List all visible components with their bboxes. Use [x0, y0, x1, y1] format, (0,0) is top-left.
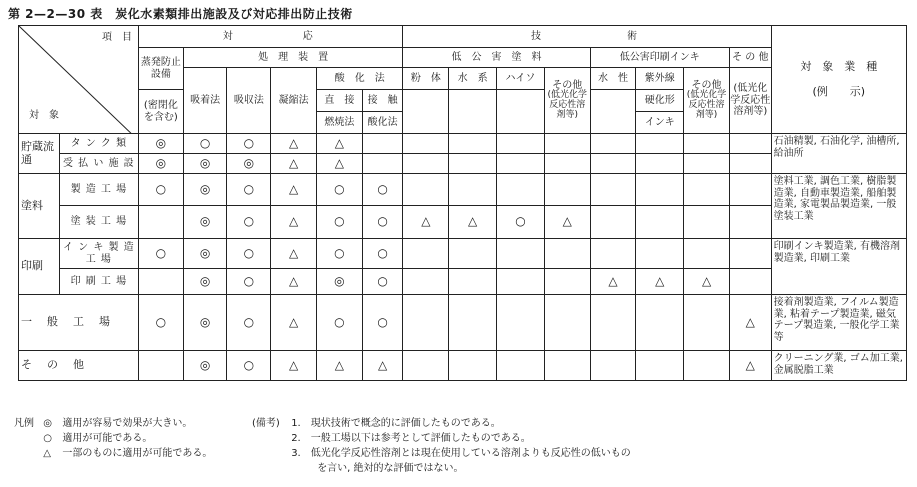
header-highsolid-top: ハイソ [497, 68, 545, 90]
header-uv-top: 紫外線 [636, 68, 684, 90]
cell: △ [729, 295, 771, 351]
cell [684, 351, 730, 381]
cell [590, 351, 636, 381]
header-water-spacer [449, 90, 497, 134]
cell [497, 351, 545, 381]
cell: △ [271, 295, 317, 351]
header-oxidation: 酸 化 法 [316, 68, 403, 90]
note-item: 3. 低光化学反応性溶剤とは現在使用している溶剤よりも反応性の低いもの [291, 448, 631, 459]
cell: ◎ [183, 239, 227, 269]
cell [684, 206, 730, 239]
cell: ○ [362, 174, 403, 206]
cell [449, 154, 497, 174]
cell [403, 174, 449, 206]
header-condensation: 凝縮法 [271, 68, 317, 134]
cell: △ [449, 206, 497, 239]
cell [590, 239, 636, 269]
cell [403, 269, 449, 295]
group-print: 印刷 [19, 239, 60, 295]
header-low-paint: 低 公 害 塗 料 [403, 48, 590, 68]
cell [636, 174, 684, 206]
header-uv-mid: 硬化形 [636, 90, 684, 112]
cell: ○ [497, 206, 545, 239]
cell [636, 295, 684, 351]
cell [544, 134, 590, 154]
ink-other-label: その他 [691, 79, 722, 91]
cell: ◎ [183, 295, 227, 351]
cell: △ [271, 239, 317, 269]
header-evap-note: (密閉化を含む) [139, 90, 184, 134]
cell [403, 351, 449, 381]
notes-label: (備考) [252, 418, 280, 429]
cell [544, 351, 590, 381]
legend-symbol: ◎ [43, 418, 52, 429]
cell [636, 206, 684, 239]
cell: ◎ [227, 154, 271, 174]
header-taiou: 対 応 [139, 26, 403, 48]
table-row [19, 351, 907, 381]
notes [252, 416, 631, 476]
cell [497, 154, 545, 174]
industry-other: クリーニング業, ゴム加工業, 金属脱脂工業 [771, 351, 906, 381]
cell [139, 351, 184, 381]
cell: △ [271, 351, 317, 381]
cell [449, 295, 497, 351]
header-evap: 蒸発防止設備 [139, 48, 184, 90]
header-water-top: 水 系 [449, 68, 497, 90]
cell [497, 174, 545, 206]
cell: ○ [362, 239, 403, 269]
cell [544, 154, 590, 174]
header-gijutsu: 技 術 [403, 26, 771, 48]
cell: ◎ [139, 154, 184, 174]
cell: △ [316, 134, 362, 154]
cell [544, 269, 590, 295]
cell [729, 174, 771, 206]
table-title: 第 2—2—30 表 炭化水素類排出施設及び対応排出防止技術 [8, 7, 353, 21]
cell: △ [729, 351, 771, 381]
table-row [19, 295, 907, 351]
cell [403, 295, 449, 351]
cell: △ [271, 269, 317, 295]
cell [729, 239, 771, 269]
cell [729, 269, 771, 295]
cell: ○ [316, 174, 362, 206]
cell: △ [544, 206, 590, 239]
table-row [19, 134, 907, 154]
cell: ○ [227, 134, 271, 154]
cell [403, 239, 449, 269]
cell: ○ [139, 174, 184, 206]
row-item: 印 刷 工 場 [59, 269, 138, 295]
cell: ○ [316, 295, 362, 351]
cell: ○ [227, 174, 271, 206]
header-ink-water-spacer [590, 90, 636, 134]
header-low-ink: 低公害印刷インキ [590, 48, 729, 68]
header-treatment: 処 理 装 置 [183, 48, 403, 68]
industry-general: 接着剤製造業, フイルム製造業, 粘着テープ製造業, 磁気テープ製造業, 一般化学工業等 [771, 295, 906, 351]
cell: △ [271, 134, 317, 154]
cell: ○ [316, 206, 362, 239]
cell: ◎ [183, 269, 227, 295]
ink-other-note: (低光化学反応性溶剤等) [686, 90, 727, 121]
cell [449, 269, 497, 295]
header-ink-water-top: 水 性 [590, 68, 636, 90]
cell [636, 134, 684, 154]
cell [403, 154, 449, 174]
cell: ◎ [183, 154, 227, 174]
cell [729, 206, 771, 239]
corner-target-label: 対 象 [29, 109, 59, 121]
legend-label: 凡例 [14, 418, 34, 429]
cell [636, 154, 684, 174]
header-absorption: 吸収法 [227, 68, 271, 134]
header-sonota: そ の 他 [729, 48, 771, 68]
cell [362, 134, 403, 154]
cell: ◎ [183, 206, 227, 239]
cell [497, 295, 545, 351]
note-item: を言い, 絶対的な評価ではない。 [317, 463, 464, 474]
cell [544, 295, 590, 351]
paint-other-note: (低光化学反応性溶剤等) [547, 90, 587, 121]
cell [590, 206, 636, 239]
cell [449, 351, 497, 381]
cell [729, 134, 771, 154]
row-item: タ ン ク 類 [59, 134, 138, 154]
header-other-note: (低光化学反応性溶剤等) [729, 68, 771, 134]
note-item: 1. 現状技術で概念的に評価したものである。 [291, 418, 501, 429]
paint-other-label: その他 [552, 79, 583, 91]
cell: ◎ [183, 351, 227, 381]
cell [590, 174, 636, 206]
cell: △ [271, 154, 317, 174]
cell: ○ [139, 239, 184, 269]
cell [684, 134, 730, 154]
cell: △ [316, 351, 362, 381]
industry-print: 印刷インキ製造業, 有機溶剤製造業, 印刷工業 [771, 239, 906, 295]
table-row [19, 239, 907, 269]
cell [139, 206, 184, 239]
cell: △ [403, 206, 449, 239]
cell [684, 174, 730, 206]
cell: ○ [183, 134, 227, 154]
cell: ◎ [139, 134, 184, 154]
cell: △ [271, 174, 317, 206]
cell: ○ [362, 269, 403, 295]
cell: ○ [362, 295, 403, 351]
cell [139, 269, 184, 295]
cell [362, 154, 403, 174]
cell: ○ [227, 351, 271, 381]
header-direct-top: 直 接 [316, 90, 362, 112]
legend-symbol: △ [43, 448, 51, 459]
header-catalytic-bot: 酸化法 [362, 112, 403, 134]
header-uv-bot: インキ [636, 112, 684, 134]
row-item: イ ン キ 製 造 工 場 [59, 239, 138, 269]
header-catalytic-top: 接 触 [362, 90, 403, 112]
header-powder-spacer [403, 90, 449, 134]
cell [449, 239, 497, 269]
group-paint: 塗料 [19, 174, 60, 239]
cell [497, 134, 545, 154]
header-direct-bot: 燃焼法 [316, 112, 362, 134]
group-general: 一 般 工 場 [19, 295, 139, 351]
cell [403, 134, 449, 154]
cell [729, 154, 771, 174]
cell [684, 295, 730, 351]
cell [544, 174, 590, 206]
cell [449, 134, 497, 154]
header-powder-top: 粉 体 [403, 68, 449, 90]
cell: ○ [227, 269, 271, 295]
industry-storage: 石油精製, 石油化学, 油槽所, 給油所 [771, 134, 906, 174]
legend-symbol: ○ [43, 433, 52, 444]
row-item: 塗 装 工 場 [59, 206, 138, 239]
group-other: そ の 他 [19, 351, 139, 381]
cell: △ [590, 269, 636, 295]
header-ink-other [684, 68, 730, 134]
header-adsorption: 吸着法 [183, 68, 227, 134]
legend-text: 適用が容易で効果が大きい。 [62, 418, 193, 429]
header-industry-label: 対 象 業 種 [800, 59, 878, 73]
cell: △ [271, 206, 317, 239]
cell: ○ [227, 206, 271, 239]
row-item: 製 造 工 場 [59, 174, 138, 206]
cell [684, 239, 730, 269]
header-industry-example: (例 示) [812, 84, 866, 98]
technology-table [18, 25, 907, 381]
header-corner [19, 26, 139, 134]
header-industry [771, 26, 906, 134]
industry-paint: 塗料工業, 調色工業, 樹脂製造業, 自動車製造業, 船舶製造業, 家電製品製造業, 一般塗装工業 [771, 174, 906, 239]
cell [449, 174, 497, 206]
cell [497, 269, 545, 295]
cell [590, 134, 636, 154]
row-item: 受 払 い 施 設 [59, 154, 138, 174]
header-paint-other [544, 68, 590, 134]
group-storage: 貯蔵流通 [19, 134, 60, 174]
cell [497, 239, 545, 269]
cell: △ [362, 351, 403, 381]
cell: ○ [227, 295, 271, 351]
cell [544, 239, 590, 269]
table-row [19, 174, 907, 206]
cell [590, 154, 636, 174]
cell: ○ [316, 239, 362, 269]
corner-item-label: 項 目 [102, 32, 132, 43]
cell [684, 154, 730, 174]
cell [636, 239, 684, 269]
note-item: 2. 一般工場以下は参考として評価したものである。 [291, 433, 531, 444]
cell: ○ [362, 206, 403, 239]
cell: △ [316, 154, 362, 174]
cell: ◎ [316, 269, 362, 295]
header-highsolid-spacer [497, 90, 545, 134]
cell [590, 295, 636, 351]
legend-text: 適用が可能である。 [62, 433, 153, 444]
cell: ○ [139, 295, 184, 351]
cell: △ [684, 269, 730, 295]
cell: △ [636, 269, 684, 295]
cell [636, 351, 684, 381]
cell: ○ [227, 239, 271, 269]
legend-text: 一部のものに適用が可能である。 [62, 448, 213, 459]
cell: ◎ [183, 174, 227, 206]
legend [14, 416, 212, 461]
